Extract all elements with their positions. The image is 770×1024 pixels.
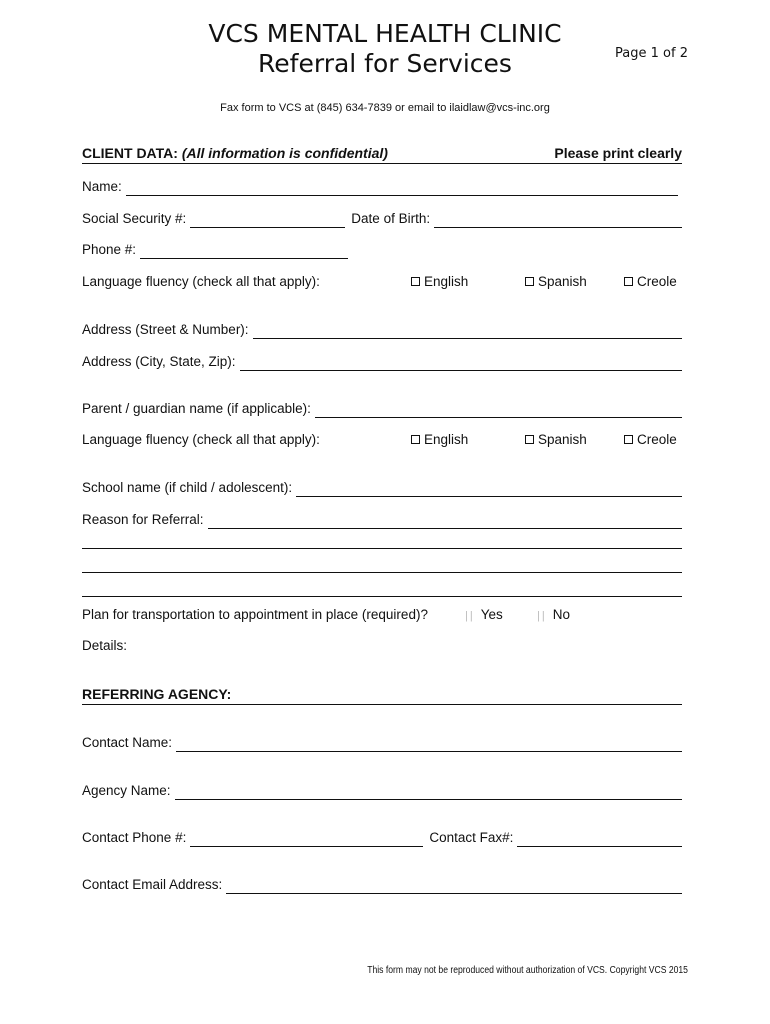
address-city-row <box>82 353 682 371</box>
school-field[interactable] <box>296 483 682 497</box>
contact-fax-label: Contact Fax#: <box>429 830 514 845</box>
transport-row <box>82 606 682 624</box>
print-clearly-note: Please print clearly <box>554 145 682 161</box>
address-street-label: Address (Street & Number): <box>82 322 249 337</box>
guardian-row <box>82 400 682 418</box>
agency-name-row <box>82 782 682 800</box>
name-row <box>82 178 682 196</box>
address-city-field[interactable] <box>240 357 682 371</box>
address-street-row <box>82 321 682 339</box>
reason-field-line-4[interactable] <box>82 596 682 597</box>
dob-label: Date of Birth: <box>351 211 431 226</box>
contact-name-field[interactable] <box>176 738 682 752</box>
reason-field[interactable] <box>208 515 682 529</box>
contact-phone-label: Contact Phone #: <box>82 830 187 845</box>
phone-label: Phone #: <box>82 242 137 257</box>
confidential-note: (All information is confidential) <box>181 145 388 161</box>
details-label: Details: <box>82 638 128 653</box>
client-data-title: CLIENT DATA: (All information is confidential) <box>82 145 388 161</box>
guardian-label: Parent / guardian name (if applicable): <box>82 401 311 416</box>
page-number: Page 1 of 2 <box>615 46 688 61</box>
address-city-label: Address (City, State, Zip): <box>82 354 236 369</box>
language-option-creole[interactable]: Creole <box>624 273 677 291</box>
language-label: Language fluency (check all that apply): <box>82 274 320 289</box>
referring-agency-heading: REFERRING AGENCY: <box>82 686 682 705</box>
checkbox-icon[interactable] <box>624 435 633 444</box>
address-street-field[interactable] <box>253 325 682 339</box>
reason-field-line-2[interactable] <box>82 548 682 549</box>
contact-name-row <box>82 734 682 752</box>
dob-field[interactable] <box>434 214 682 228</box>
guardian-language-option-spanish[interactable]: Spanish <box>525 431 587 449</box>
contact-fax-field[interactable] <box>517 833 682 847</box>
phone-row <box>82 241 682 259</box>
contact-phone-field[interactable] <box>190 833 423 847</box>
form-subtitle: Referral for Services <box>258 49 512 78</box>
checkbox-icon[interactable] <box>525 435 534 444</box>
fax-instructions: Fax form to VCS at (845) 634-7839 or email to ilaidlaw@vcs-inc.org <box>220 102 550 114</box>
contact-email-label: Contact Email Address: <box>82 877 223 892</box>
guardian-language-option-creole[interactable]: Creole <box>624 431 677 449</box>
reason-row <box>82 511 682 529</box>
guardian-language-row <box>82 431 682 449</box>
client-data-heading <box>82 145 682 164</box>
transport-option-no[interactable]: || No <box>537 607 570 622</box>
guardian-language-label: Language fluency (check all that apply): <box>82 432 320 447</box>
language-option-english[interactable]: English <box>411 273 468 291</box>
school-row <box>82 479 682 497</box>
language-row <box>82 273 682 291</box>
agency-name-label: Agency Name: <box>82 783 171 798</box>
transport-label: Plan for transportation to appointment in place (required)? <box>82 607 428 622</box>
name-label: Name: <box>82 179 122 194</box>
reason-field-line-3[interactable] <box>82 572 682 573</box>
ssn-dob-row <box>82 210 682 228</box>
checkbox-icon[interactable]: || <box>465 610 475 622</box>
ssn-field[interactable] <box>190 214 345 228</box>
reason-label: Reason for Referral: <box>82 512 204 527</box>
form-title: VCS MENTAL HEALTH CLINIC <box>208 19 562 48</box>
school-label: School name (if child / adolescent): <box>82 480 293 495</box>
transport-option-yes[interactable]: || Yes <box>465 607 503 622</box>
phone-field[interactable] <box>140 245 348 259</box>
name-field[interactable] <box>126 182 678 196</box>
contact-email-row <box>82 876 682 894</box>
checkbox-icon[interactable] <box>411 277 420 286</box>
copyright-footer: This form may not be reproduced without authorization of VCS. Copyright VCS 2015 <box>367 965 688 976</box>
guardian-language-option-english[interactable]: English <box>411 431 468 449</box>
checkbox-icon[interactable] <box>411 435 420 444</box>
contact-name-label: Contact Name: <box>82 735 173 750</box>
ssn-label: Social Security #: <box>82 211 187 226</box>
language-option-spanish[interactable]: Spanish <box>525 273 587 291</box>
checkbox-icon[interactable] <box>624 277 633 286</box>
checkbox-icon[interactable] <box>525 277 534 286</box>
agency-name-field[interactable] <box>175 786 682 800</box>
contact-email-field[interactable] <box>226 880 682 894</box>
details-row <box>82 637 682 655</box>
checkbox-icon[interactable]: || <box>537 610 547 622</box>
guardian-field[interactable] <box>315 404 682 418</box>
contact-phone-fax-row <box>82 829 682 847</box>
